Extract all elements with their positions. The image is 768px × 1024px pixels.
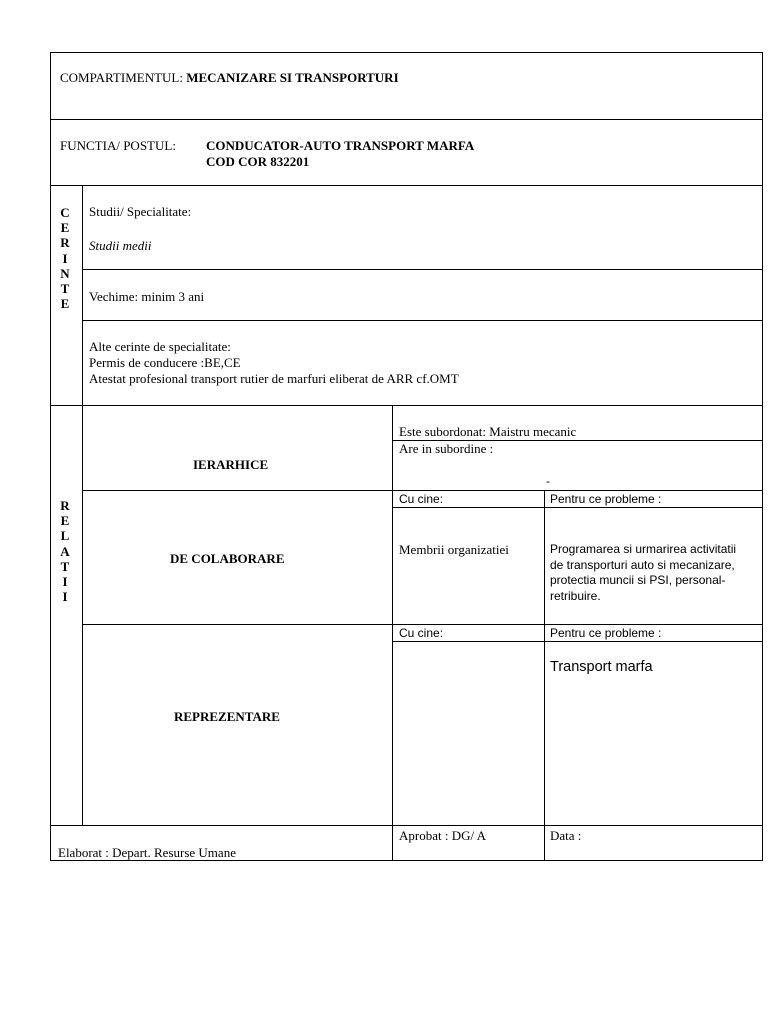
divider xyxy=(544,490,545,861)
divider xyxy=(82,624,763,625)
colaborare-membri: Membrii organizatiei xyxy=(399,542,509,557)
divider xyxy=(50,405,763,406)
in-subordine-value: - xyxy=(546,474,550,488)
studii-value: Studii medii xyxy=(89,238,152,253)
alte-cerinte-line1: Permis de conducere :BE,CE xyxy=(89,355,241,370)
form-border xyxy=(50,52,763,861)
colaborare-probleme: Programarea si urmarirea activitatii de transporturi auto si mecanizare, protectia muncii si PSI, personal-retribuire. xyxy=(550,542,737,603)
data-label: Data : xyxy=(550,828,582,843)
functia-value-line1: CONDUCATOR-AUTO TRANSPORT MARFA xyxy=(206,138,475,153)
divider xyxy=(392,641,763,642)
divider xyxy=(82,185,83,405)
alte-cerinte-line2: Atestat profesional transport rutier de marfuri eliberat de ARR cf.OMT xyxy=(89,371,459,386)
reprezentare-title: REPREZENTARE xyxy=(174,709,280,724)
divider xyxy=(50,825,763,826)
colaborare-cu-cine-header: Cu cine: xyxy=(399,492,444,506)
elaborat-text: Elaborat : Depart. Resurse Umane xyxy=(58,845,236,860)
in-subordine-label: Are in subordine : xyxy=(399,441,494,456)
divider xyxy=(82,490,763,491)
divider xyxy=(82,269,763,270)
divider xyxy=(82,405,83,825)
relatii-side-label: R E L A T I I xyxy=(60,498,70,605)
ierarhice-title: IERARHICE xyxy=(193,457,269,472)
colaborare-title: DE COLABORARE xyxy=(170,551,285,566)
functia-value-line2: COD COR 832201 xyxy=(206,154,310,169)
vechime-text: Vechime: minim 3 ani xyxy=(89,289,205,304)
functia-label: FUNCTIA/ POSTUL: xyxy=(60,138,176,153)
compartiment-label: COMPARTIMENTUL: xyxy=(60,70,183,85)
reprezentare-pentru-header: Pentru ce probleme : xyxy=(550,626,662,640)
compartiment-value: MECANIZARE SI TRANSPORTURI xyxy=(186,70,399,85)
divider xyxy=(82,320,763,321)
aprobat-text: Aprobat : DG/ A xyxy=(399,828,487,843)
divider xyxy=(392,405,393,861)
reprezentare-probleme: Transport marfa xyxy=(550,659,653,675)
divider xyxy=(50,185,763,186)
subordonat-text: Este subordonat: Maistru mecanic xyxy=(399,424,577,439)
studii-label: Studii/ Specialitate: xyxy=(89,204,192,219)
colaborare-pentru-header: Pentru ce probleme : xyxy=(550,492,662,506)
divider xyxy=(50,119,763,120)
divider xyxy=(392,507,763,508)
alte-cerinte-label: Alte cerinte de specialitate: xyxy=(89,339,231,354)
cerinte-side-label: C E R I N T E xyxy=(60,205,70,312)
reprezentare-cu-cine-header: Cu cine: xyxy=(399,626,444,640)
compartiment-row xyxy=(60,70,399,85)
